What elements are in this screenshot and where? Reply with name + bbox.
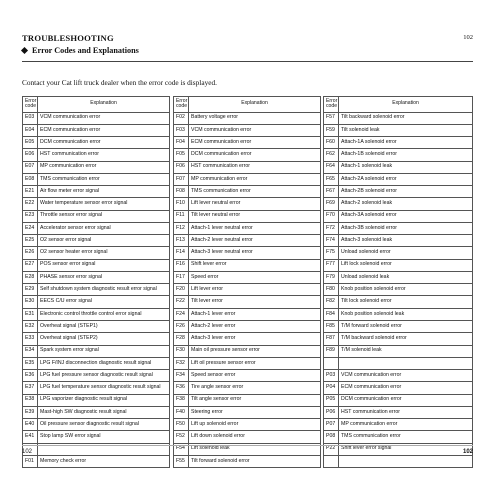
explanation-cell: Lift lever error <box>189 284 321 296</box>
explanation-cell: Lift lever neutral error <box>189 198 321 210</box>
explanation-cell: Unload solenoid error <box>339 247 473 259</box>
explanation-cell: DCM communication error <box>38 137 170 149</box>
table-row <box>174 431 321 443</box>
table-row <box>324 333 473 345</box>
explanation-cell: ECM communication error <box>339 382 473 394</box>
table-row <box>324 406 473 418</box>
explanation-cell: Speed sensor error <box>189 370 321 382</box>
explanation-cell: Self shutdown system diagnostic result error signal <box>38 284 170 296</box>
explanation-cell: Attach-2 lever neutral error <box>189 235 321 247</box>
error-code-cell: P04 <box>324 382 339 394</box>
table-row <box>324 222 473 234</box>
error-code-cell: P03 <box>324 370 339 382</box>
table-row <box>174 235 321 247</box>
table-row <box>174 247 321 259</box>
explanation-cell: Steering error <box>189 406 321 418</box>
explanation-cell: Memory check error <box>38 455 170 467</box>
error-code-cell: F04 <box>174 137 189 149</box>
table-row <box>174 382 321 394</box>
explanation-cell: ECM communication error <box>189 137 321 149</box>
explanation-cell <box>339 357 473 369</box>
error-code-cell: F87 <box>324 333 339 345</box>
explanation-cell: VCM communication error <box>38 112 170 124</box>
error-code-cell: E03 <box>23 112 38 124</box>
explanation-cell: Knob position solenoid leak <box>339 308 473 320</box>
error-code-table-3 <box>323 96 473 468</box>
table-row <box>23 431 170 443</box>
error-code-cell: F77 <box>324 259 339 271</box>
header-page-number: 102 <box>463 34 473 41</box>
error-code-header: Error code <box>324 97 339 113</box>
header-divider <box>22 61 473 62</box>
table-row <box>23 419 170 431</box>
explanation-cell: Attach-3 lever neutral error <box>189 247 321 259</box>
table-row <box>174 137 321 149</box>
explanation-cell: TMS communication error <box>189 186 321 198</box>
table-row <box>324 137 473 149</box>
explanation-cell: LPG fuel temperature sensor diagnostic result signal <box>38 382 170 394</box>
table-row <box>174 210 321 222</box>
error-code-cell: F24 <box>174 308 189 320</box>
error-code-table-2 <box>173 96 321 468</box>
footer-divider <box>22 445 473 446</box>
explanation-cell: Overheat signal (STEP2) <box>38 333 170 345</box>
table-row <box>23 259 170 271</box>
table-row <box>23 382 170 394</box>
section-title: Error Codes and Explanations <box>32 46 139 55</box>
table-row <box>23 137 170 149</box>
explanation-cell: Stop lamp SW error signal <box>38 431 170 443</box>
table-row <box>324 382 473 394</box>
error-code-cell: F70 <box>324 210 339 222</box>
error-code-cell: F28 <box>174 333 189 345</box>
error-code-cell: F07 <box>174 173 189 185</box>
error-code-cell: E04 <box>23 124 38 136</box>
table-row <box>174 370 321 382</box>
table-row <box>324 149 473 161</box>
table-row <box>324 198 473 210</box>
explanation-cell: Speed error <box>189 271 321 283</box>
table-row <box>174 321 321 333</box>
table-row <box>23 284 170 296</box>
error-code-cell: F57 <box>324 112 339 124</box>
error-code-cell: F74 <box>324 235 339 247</box>
error-code-cell: E08 <box>23 173 38 185</box>
diamond-bullet-icon <box>21 47 28 54</box>
explanation-cell: Accelerator sensor error signal <box>38 222 170 234</box>
explanation-cell: Tilt solenoid leak <box>339 124 473 136</box>
error-code-cell: F02 <box>174 112 189 124</box>
error-code-cell: P22 <box>324 443 339 455</box>
error-code-cell: F52 <box>174 431 189 443</box>
explanation-cell: Tilt lock solenoid error <box>339 296 473 308</box>
table-row <box>174 345 321 357</box>
explanation-cell: MP communication error <box>339 419 473 431</box>
error-code-cell: E31 <box>23 308 38 320</box>
footer-page-right: 102 <box>462 449 473 455</box>
error-code-cell: F05 <box>174 149 189 161</box>
explanation-cell: Attach-2B solenoid error <box>339 186 473 198</box>
table-row <box>23 198 170 210</box>
error-code-cell: E23 <box>23 210 38 222</box>
explanation-cell: Attach-2A solenoid error <box>339 173 473 185</box>
table-row <box>324 321 473 333</box>
error-code-cell <box>324 357 339 369</box>
error-code-cell: E30 <box>23 296 38 308</box>
table-row <box>174 112 321 124</box>
error-code-header: Error code <box>174 97 189 113</box>
table-row <box>324 345 473 357</box>
error-code-cell: F03 <box>174 124 189 136</box>
error-code-cell: P06 <box>324 406 339 418</box>
table-row <box>174 271 321 283</box>
explanation-cell: MP communication error <box>189 173 321 185</box>
table-row <box>324 296 473 308</box>
intro-text: Contact your Cat lift truck dealer when the error code is displayed. <box>22 78 217 87</box>
error-code-cell: F75 <box>324 247 339 259</box>
table-row <box>23 406 170 418</box>
table-row <box>174 173 321 185</box>
explanation-cell: PHASE sensor error signal <box>38 271 170 283</box>
table-header-row <box>324 97 473 113</box>
explanation-cell: Battery voltage error <box>189 112 321 124</box>
error-code-cell: F26 <box>174 321 189 333</box>
explanation-cell: VCM communication error <box>339 370 473 382</box>
error-code-cell: F06 <box>174 161 189 173</box>
table-row <box>23 271 170 283</box>
error-code-cell: E32 <box>23 321 38 333</box>
explanation-cell: EECS C/U error signal <box>38 296 170 308</box>
error-code-cell <box>324 455 339 467</box>
explanation-cell: Air flow meter error signal <box>38 186 170 198</box>
explanation-cell: Knob position solenoid error <box>339 284 473 296</box>
table-row <box>174 161 321 173</box>
explanation-cell: Attach-1 lever error <box>189 308 321 320</box>
error-code-cell: P07 <box>324 419 339 431</box>
table-row <box>324 186 473 198</box>
error-code-table-1 <box>22 96 170 468</box>
error-code-cell: E41 <box>23 431 38 443</box>
explanation-header: Explanation <box>38 97 170 113</box>
explanation-cell: Lift up solenoid error <box>189 419 321 431</box>
table-row <box>324 161 473 173</box>
explanation-cell: Mast-high SW diagnostic result signal <box>38 406 170 418</box>
table-row <box>23 222 170 234</box>
explanation-cell: Oil pressure sensor diagnostic result signal <box>38 419 170 431</box>
error-code-cell: E36 <box>23 370 38 382</box>
error-code-cell: E05 <box>23 137 38 149</box>
table-header-row <box>174 97 321 113</box>
error-code-cell: F84 <box>324 308 339 320</box>
table-row <box>23 210 170 222</box>
error-code-cell: F62 <box>324 149 339 161</box>
table-row <box>324 455 473 467</box>
error-code-cell: F65 <box>324 173 339 185</box>
error-code-cell: E35 <box>23 357 38 369</box>
error-code-cell: F55 <box>174 455 189 467</box>
table-row <box>23 235 170 247</box>
explanation-cell: T/M solenoid leak <box>339 345 473 357</box>
table-row <box>23 345 170 357</box>
table-row <box>23 455 170 467</box>
table-row <box>324 284 473 296</box>
error-code-cell: F34 <box>174 370 189 382</box>
error-code-cell: F32 <box>174 357 189 369</box>
explanation-cell: HST communication error <box>189 161 321 173</box>
error-code-cell: F10 <box>174 198 189 210</box>
explanation-cell: Attach-1 lever neutral error <box>189 222 321 234</box>
table-row <box>324 419 473 431</box>
table-row <box>324 173 473 185</box>
error-code-cell: E24 <box>23 222 38 234</box>
explanation-cell: Overheat signal (STEP1) <box>38 321 170 333</box>
error-code-cell: F17 <box>174 271 189 283</box>
explanation-cell: Throttle sensor error signal <box>38 210 170 222</box>
explanation-cell: Attach-3 lever error <box>189 333 321 345</box>
explanation-cell: T/M backward solenoid error <box>339 333 473 345</box>
section-heading <box>22 46 139 55</box>
error-code-cell: F08 <box>174 186 189 198</box>
explanation-cell: HST communication error <box>339 406 473 418</box>
explanation-cell: ECM communication error <box>38 124 170 136</box>
error-code-cell: F79 <box>324 271 339 283</box>
table-row <box>174 296 321 308</box>
error-code-cell: E29 <box>23 284 38 296</box>
explanation-cell: O2 sensor error signal <box>38 235 170 247</box>
table-row <box>174 198 321 210</box>
error-code-cell: E28 <box>23 271 38 283</box>
explanation-cell: HST communication error <box>38 149 170 161</box>
explanation-cell: Attach-3 solenoid leak <box>339 235 473 247</box>
error-code-cell: E40 <box>23 419 38 431</box>
explanation-cell: Tire angle sensor error <box>189 382 321 394</box>
error-code-cell: F38 <box>174 394 189 406</box>
error-code-cell: E07 <box>23 161 38 173</box>
error-code-cell: F20 <box>174 284 189 296</box>
error-code-cell: E38 <box>23 394 38 406</box>
explanation-cell: Tilt forward solenoid error <box>189 455 321 467</box>
error-code-cell: F40 <box>174 406 189 418</box>
table-row <box>23 370 170 382</box>
explanation-cell: TMS communication error <box>339 431 473 443</box>
error-code-cell: F14 <box>174 247 189 259</box>
explanation-cell: Lift down solenoid error <box>189 431 321 443</box>
table-row <box>324 124 473 136</box>
footer-page-left: 102 <box>22 449 33 455</box>
explanation-cell: Shift lever error signal <box>339 443 473 455</box>
explanation-cell: Unload solenoid leak <box>339 271 473 283</box>
table-row <box>23 321 170 333</box>
table-row <box>174 186 321 198</box>
table-row <box>324 235 473 247</box>
explanation-cell: Tilt lever error <box>189 296 321 308</box>
table-row <box>324 112 473 124</box>
error-code-cell: F82 <box>324 296 339 308</box>
error-code-cell: F54 <box>174 443 189 455</box>
explanation-cell: VCM communication error <box>189 124 321 136</box>
table-row <box>174 357 321 369</box>
explanation-cell: Spark system error signal <box>38 345 170 357</box>
explanation-cell: LPG F/INJ disconnection diagnostic result signal <box>38 357 170 369</box>
explanation-cell: Tilt angle sensor error <box>189 394 321 406</box>
explanation-cell: POS sensor error signal <box>38 259 170 271</box>
error-code-cell: F59 <box>324 124 339 136</box>
error-code-cell: F16 <box>174 259 189 271</box>
table-row <box>23 333 170 345</box>
explanation-header: Explanation <box>189 97 321 113</box>
error-code-cell: E26 <box>23 247 38 259</box>
table-row <box>324 357 473 369</box>
explanation-cell: Attach-1A solenoid error <box>339 137 473 149</box>
explanation-cell: DCM communication error <box>339 394 473 406</box>
table-row <box>174 149 321 161</box>
error-code-cell: E22 <box>23 198 38 210</box>
explanation-cell: LPG fuel pressure sensor diagnostic result signal <box>38 370 170 382</box>
error-code-cell: F01 <box>23 455 38 467</box>
table-row <box>174 308 321 320</box>
table-row <box>23 394 170 406</box>
explanation-cell: Tilt lever neutral error <box>189 210 321 222</box>
table-row <box>324 210 473 222</box>
table-row <box>23 308 170 320</box>
error-code-cell: F60 <box>324 137 339 149</box>
error-code-cell: F30 <box>174 345 189 357</box>
explanation-cell: Lift oil pressure sensor error <box>189 357 321 369</box>
table-row <box>324 259 473 271</box>
explanation-cell: Attach-2 lever error <box>189 321 321 333</box>
error-code-cell: F50 <box>174 419 189 431</box>
error-code-cell: E34 <box>23 345 38 357</box>
error-code-cell: E06 <box>23 149 38 161</box>
table-row <box>324 370 473 382</box>
table-row <box>174 222 321 234</box>
error-code-cell: F67 <box>324 186 339 198</box>
explanation-cell: Lift lock solenoid error <box>339 259 473 271</box>
error-code-cell: P05 <box>324 394 339 406</box>
error-code-header: Error code <box>23 97 38 113</box>
error-code-cell: F72 <box>324 222 339 234</box>
table-row <box>23 357 170 369</box>
table-row <box>324 308 473 320</box>
explanation-cell: LPG vaporizer diagnostic result signal <box>38 394 170 406</box>
explanation-cell: T/M forward solenoid error <box>339 321 473 333</box>
table-row <box>23 149 170 161</box>
table-row <box>23 173 170 185</box>
explanation-cell: Attach-1 solenoid leak <box>339 161 473 173</box>
explanation-cell: Attach-3A solenoid error <box>339 210 473 222</box>
explanation-cell: Shift lever error <box>189 259 321 271</box>
error-code-cell: F12 <box>174 222 189 234</box>
table-row <box>23 161 170 173</box>
table-row <box>23 247 170 259</box>
table-row <box>23 186 170 198</box>
error-code-cell: F80 <box>324 284 339 296</box>
error-code-cell: E37 <box>23 382 38 394</box>
error-code-cell: E27 <box>23 259 38 271</box>
table-row <box>174 284 321 296</box>
explanation-cell: O2 sensor heater error signal <box>38 247 170 259</box>
explanation-cell: Attach-1B solenoid error <box>339 149 473 161</box>
table-row <box>174 333 321 345</box>
table-row <box>174 419 321 431</box>
explanation-cell: Electronic control throttle control error signal <box>38 308 170 320</box>
error-code-cell: F22 <box>174 296 189 308</box>
table-row <box>23 112 170 124</box>
table-row <box>324 431 473 443</box>
error-code-cell: F11 <box>174 210 189 222</box>
explanation-cell: Water temperature sensor error signal <box>38 198 170 210</box>
error-code-cell: F69 <box>324 198 339 210</box>
table-row <box>324 247 473 259</box>
table-row <box>23 296 170 308</box>
page-heading: TROUBLESHOOTING <box>22 33 114 43</box>
error-code-cell: F13 <box>174 235 189 247</box>
error-code-cell: F36 <box>174 382 189 394</box>
error-code-cell: F85 <box>324 321 339 333</box>
table-row <box>23 124 170 136</box>
table-row <box>174 455 321 467</box>
explanation-cell: DCM communication error <box>189 149 321 161</box>
error-code-cell: F64 <box>324 161 339 173</box>
explanation-cell: TMS communication error <box>38 173 170 185</box>
table-row <box>174 124 321 136</box>
table-row <box>324 394 473 406</box>
table-row <box>174 259 321 271</box>
table-header-row <box>23 97 170 113</box>
error-code-cell: E33 <box>23 333 38 345</box>
table-row <box>324 271 473 283</box>
explanation-cell: Tilt backward solenoid error <box>339 112 473 124</box>
error-code-cell: P08 <box>324 431 339 443</box>
error-code-cell: F89 <box>324 345 339 357</box>
explanation-cell <box>339 455 473 467</box>
table-row <box>174 394 321 406</box>
explanation-cell: Main oil pressure sensor error <box>189 345 321 357</box>
table-row <box>174 406 321 418</box>
explanation-cell: Lift solenoid leak <box>189 443 321 455</box>
error-code-cell: E25 <box>23 235 38 247</box>
explanation-header: Explanation <box>339 97 473 113</box>
explanation-cell: Attach-2 solenoid leak <box>339 198 473 210</box>
error-code-cell: E21 <box>23 186 38 198</box>
explanation-cell: Attach-3B solenoid error <box>339 222 473 234</box>
explanation-cell: MP communication error <box>38 161 170 173</box>
error-code-cell: E39 <box>23 406 38 418</box>
